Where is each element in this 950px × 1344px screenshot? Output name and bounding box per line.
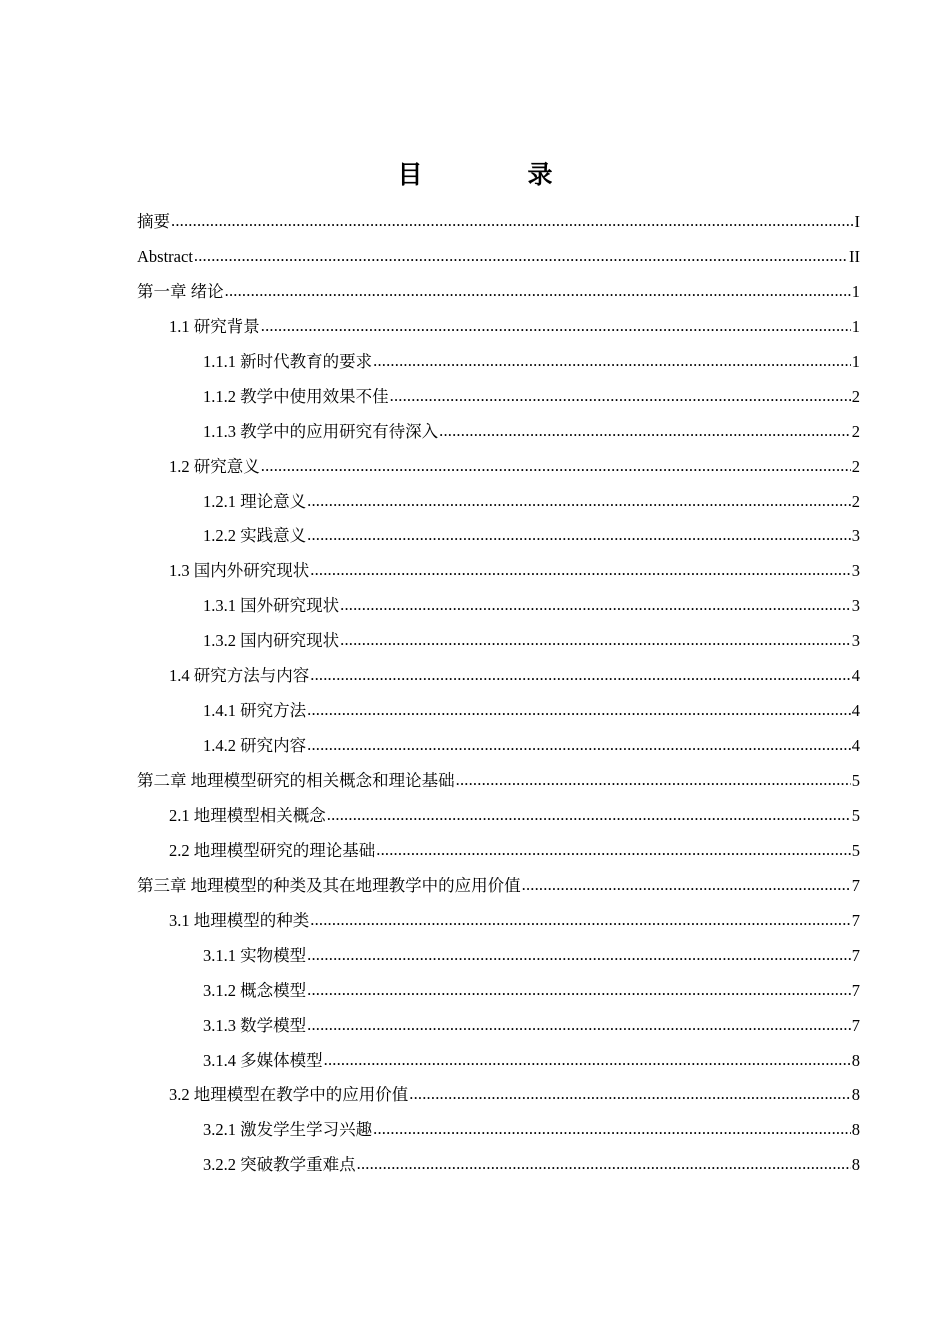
toc-entry-page: I bbox=[854, 212, 860, 231]
toc-entry-1-1[interactable] bbox=[137, 310, 860, 345]
toc-entry-3-1-3[interactable] bbox=[137, 1009, 860, 1044]
toc-entry-page: 8 bbox=[851, 1120, 860, 1140]
toc-entry-3-2-1[interactable] bbox=[137, 1113, 860, 1148]
toc-entry-page: 1 bbox=[851, 281, 860, 301]
toc-entry-label: 1.2.1 理论意义 bbox=[203, 491, 307, 511]
toc-entry-1-2-1[interactable] bbox=[137, 485, 860, 520]
toc-entry-label: 第二章 地理模型研究的相关概念和理论基础 bbox=[137, 771, 455, 790]
toc-entry-label: 1.4 研究方法与内容 bbox=[169, 666, 310, 686]
toc-entry-page: II bbox=[849, 246, 860, 266]
toc-entry-label: 1.2.2 实践意义 bbox=[203, 526, 307, 546]
toc-leader-dots bbox=[357, 1147, 851, 1182]
toc-entry-page: 4 bbox=[851, 701, 860, 721]
toc-leader-dots bbox=[373, 1112, 851, 1147]
toc-entry-label: 摘要 bbox=[137, 212, 170, 231]
toc-entry-page: 8 bbox=[851, 1155, 860, 1175]
toc-entry-label: 1.2 研究意义 bbox=[169, 456, 260, 476]
toc-entry-page: 5 bbox=[851, 805, 860, 825]
toc-entry-label: 第三章 地理模型的种类及其在地理教学中的应用价值 bbox=[137, 875, 521, 895]
toc-leader-dots bbox=[310, 903, 851, 938]
toc-entry-page: 2 bbox=[851, 491, 860, 511]
toc-entry-page: 7 bbox=[851, 910, 860, 930]
toc-leader-dots bbox=[307, 484, 851, 519]
toc-entry-1-3[interactable] bbox=[137, 554, 860, 589]
toc-leader-dots bbox=[307, 973, 851, 1008]
toc-entry-page: 3 bbox=[851, 526, 860, 546]
toc-leader-dots bbox=[171, 204, 854, 239]
page-title: 目 录 bbox=[397, 160, 593, 189]
toc-entry-2-2[interactable] bbox=[137, 834, 860, 869]
toc-leader-dots bbox=[194, 239, 848, 274]
toc-entry-page: 7 bbox=[851, 945, 860, 965]
toc-entry-page: 2 bbox=[851, 386, 860, 406]
toc-entry-label: 1.4.2 研究内容 bbox=[203, 736, 307, 756]
toc-entry-page: 3 bbox=[851, 596, 860, 616]
toc-entry-3-1-1[interactable] bbox=[137, 939, 860, 974]
toc-entry-1-4-2[interactable] bbox=[137, 729, 860, 764]
toc-leader-dots bbox=[307, 1008, 851, 1043]
toc-leader-dots bbox=[261, 309, 851, 344]
toc-leader-dots bbox=[307, 518, 851, 553]
toc-entry-1-1-1[interactable] bbox=[137, 345, 860, 380]
toc-entry-label: 1.1.3 教学中的应用研究有待深入 bbox=[203, 421, 439, 441]
toc-entry-page: 2 bbox=[851, 421, 860, 441]
toc-entry-label: 1.1 研究背景 bbox=[169, 316, 260, 336]
toc-entry-3-1-2[interactable] bbox=[137, 974, 860, 1009]
toc-leader-dots bbox=[376, 833, 851, 868]
toc-leader-dots bbox=[310, 553, 851, 588]
toc-leader-dots bbox=[307, 693, 851, 728]
toc-entry-page: 3 bbox=[851, 631, 860, 651]
toc-leader-dots bbox=[373, 344, 851, 379]
toc-entry-1-1-2[interactable] bbox=[137, 380, 860, 415]
toc-leader-dots bbox=[307, 938, 851, 973]
toc-entry-label: 3.2 地理模型在教学中的应用价值 bbox=[169, 1085, 409, 1105]
toc-entry-3-2[interactable] bbox=[137, 1078, 860, 1113]
toc-entry-label: 3.1.4 多媒体模型 bbox=[203, 1050, 323, 1070]
toc-entry-label: 3.1.3 数学模型 bbox=[203, 1015, 307, 1035]
toc-entry-label: 2.1 地理模型相关概念 bbox=[169, 805, 326, 825]
toc-entry-1-2[interactable] bbox=[137, 450, 860, 485]
toc-entry-label: Abstract bbox=[137, 246, 193, 266]
toc-entry-label: 3.1.1 实物模型 bbox=[203, 945, 307, 965]
toc-entry-1-4[interactable] bbox=[137, 659, 860, 694]
toc-entry-label: 1.4.1 研究方法 bbox=[203, 701, 307, 721]
toc-entry-page: 7 bbox=[851, 980, 860, 1000]
toc-entry-page: 5 bbox=[851, 840, 860, 860]
toc-entry-page: 7 bbox=[851, 1015, 860, 1035]
toc-leader-dots bbox=[340, 588, 851, 623]
toc-entry-page: 8 bbox=[851, 1085, 860, 1105]
toc-leader-dots bbox=[225, 274, 851, 309]
toc-leader-dots bbox=[439, 414, 851, 449]
toc-entry-label: 1.3 国内外研究现状 bbox=[169, 561, 310, 581]
toc-entry-abstract-en[interactable] bbox=[137, 240, 860, 275]
toc-leader-dots bbox=[409, 1077, 851, 1112]
toc-entry-chapter-3[interactable] bbox=[137, 869, 860, 904]
toc-entry-abstract-cn[interactable] bbox=[137, 205, 860, 240]
toc-entry-chapter-2[interactable] bbox=[137, 764, 860, 799]
toc-leader-dots bbox=[340, 623, 851, 658]
toc-entry-1-2-2[interactable] bbox=[137, 519, 860, 554]
toc-entry-page: 2 bbox=[851, 456, 860, 476]
table-of-contents bbox=[137, 205, 860, 1183]
toc-leader-dots bbox=[324, 1043, 851, 1078]
toc-entry-label: 3.1.2 概念模型 bbox=[203, 980, 307, 1000]
toc-entry-label: 1.1.1 新时代教育的要求 bbox=[203, 351, 373, 371]
toc-entry-label: 3.1 地理模型的种类 bbox=[169, 910, 310, 930]
toc-entry-label: 1.1.2 教学中使用效果不佳 bbox=[203, 386, 389, 406]
toc-leader-dots bbox=[307, 728, 851, 763]
toc-entry-1-3-2[interactable] bbox=[137, 624, 860, 659]
toc-entry-3-1[interactable] bbox=[137, 904, 860, 939]
toc-leader-dots bbox=[456, 763, 851, 798]
toc-entry-page: 8 bbox=[851, 1050, 860, 1070]
toc-entry-page: 1 bbox=[851, 316, 860, 336]
toc-entry-3-1-4[interactable] bbox=[137, 1044, 860, 1079]
toc-entry-label: 3.2.1 激发学生学习兴趣 bbox=[203, 1120, 373, 1140]
toc-entry-page: 3 bbox=[851, 561, 860, 581]
toc-leader-dots bbox=[327, 798, 851, 833]
toc-leader-dots bbox=[390, 379, 851, 414]
toc-entry-page: 4 bbox=[851, 736, 860, 756]
toc-entry-label: 3.2.2 突破教学重难点 bbox=[203, 1155, 356, 1175]
toc-entry-label: 1.3.2 国内研究现状 bbox=[203, 631, 340, 651]
toc-entry-chapter-1[interactable] bbox=[137, 275, 860, 310]
toc-leader-dots bbox=[310, 658, 851, 693]
toc-leader-dots bbox=[261, 449, 851, 484]
toc-entry-2-1[interactable] bbox=[137, 799, 860, 834]
toc-entry-1-4-1[interactable] bbox=[137, 694, 860, 729]
toc-entry-1-1-3[interactable] bbox=[137, 415, 860, 450]
toc-entry-label: 2.2 地理模型研究的理论基础 bbox=[169, 840, 376, 860]
toc-leader-dots bbox=[522, 868, 851, 903]
toc-entry-1-3-1[interactable] bbox=[137, 589, 860, 624]
toc-entry-page: 5 bbox=[851, 771, 860, 790]
toc-entry-page: 1 bbox=[851, 351, 860, 371]
toc-entry-page: 4 bbox=[851, 666, 860, 686]
toc-entry-3-2-2[interactable] bbox=[137, 1148, 860, 1183]
toc-entry-label: 1.3.1 国外研究现状 bbox=[203, 596, 340, 616]
toc-entry-label: 第一章 绪论 bbox=[137, 281, 224, 301]
toc-entry-page: 7 bbox=[851, 875, 860, 895]
